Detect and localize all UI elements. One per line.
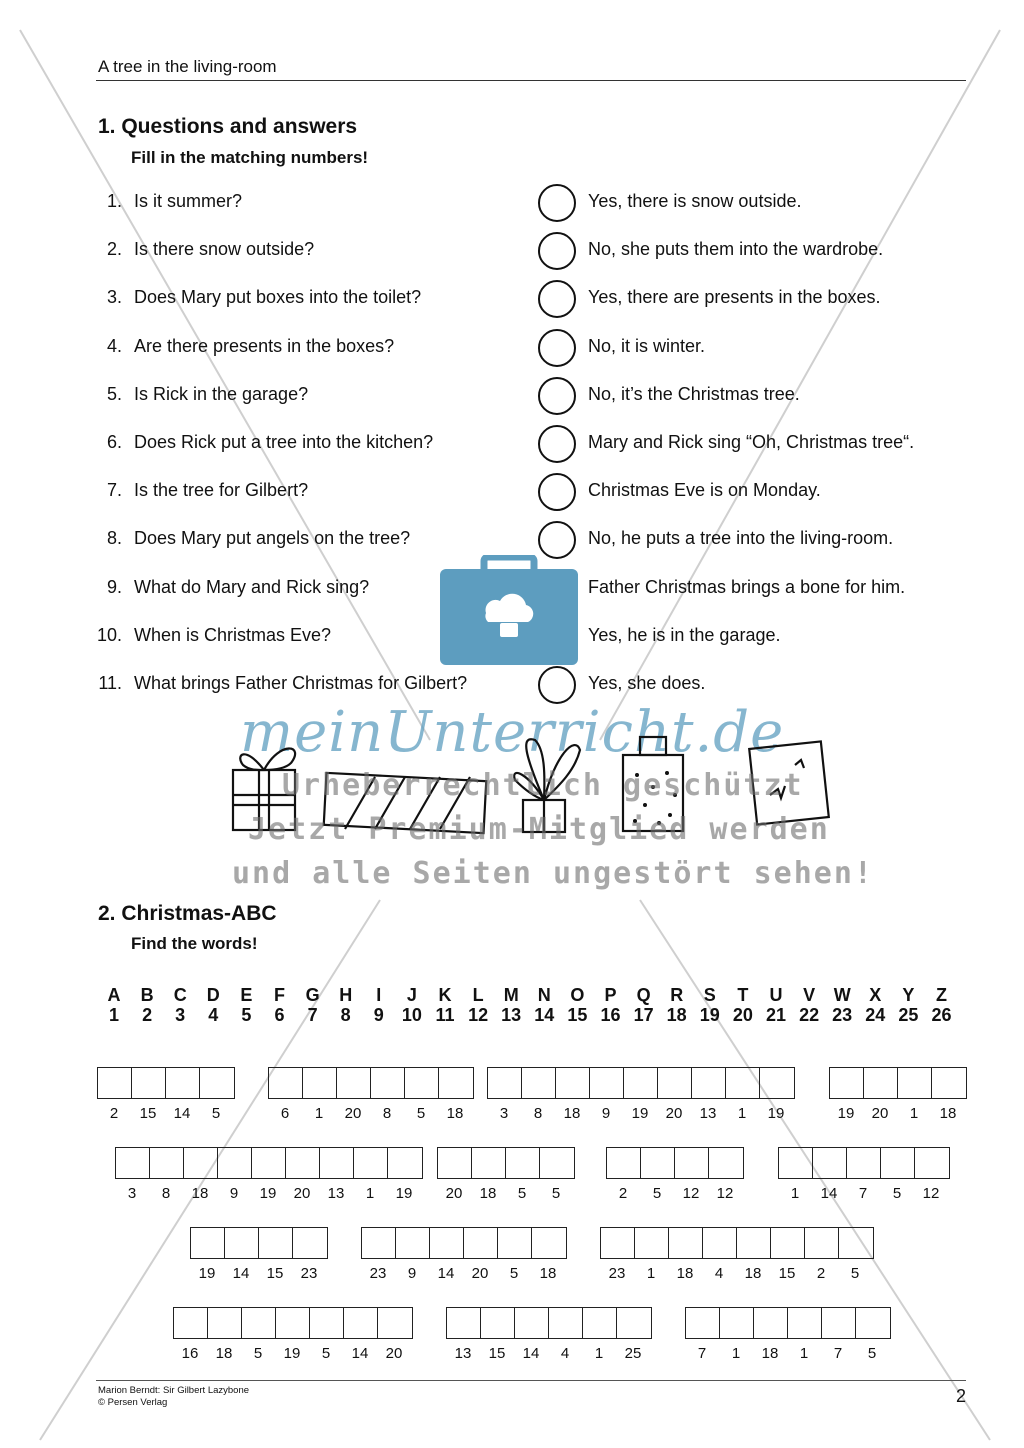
question-number: 10. (96, 624, 122, 645)
letter-box[interactable] (709, 1148, 743, 1178)
code-number: 1 (737, 1105, 747, 1122)
code-number: 5 (509, 1265, 519, 1282)
code-number: 15 (266, 1265, 284, 1282)
code-number: 2 (816, 1265, 826, 1282)
alphabet-letter: W (833, 985, 851, 1005)
code-number: 8 (161, 1185, 171, 1202)
word-letter-boxes[interactable] (268, 1067, 474, 1099)
question-number: 7. (106, 480, 122, 501)
footer-rule (96, 1380, 966, 1381)
letter-box[interactable] (540, 1148, 574, 1178)
alphabet-letter: L (472, 985, 484, 1005)
letter-box[interactable] (881, 1148, 915, 1178)
alphabet-letter: X (869, 985, 882, 1005)
alphabet-number: 26 (931, 1005, 952, 1025)
code-number: 13 (699, 1105, 717, 1122)
watermark-line-2: Jetzt Premium-Mitglied werden (248, 812, 830, 847)
word-letter-boxes[interactable] (685, 1307, 891, 1339)
alphabet-letter: G (305, 985, 320, 1005)
code-number: 23 (300, 1265, 318, 1282)
letter-box[interactable] (675, 1148, 709, 1178)
alphabet-letter: A (107, 985, 121, 1005)
code-number: 7 (833, 1345, 843, 1362)
letter-box[interactable] (242, 1308, 276, 1338)
question-text: Does Mary put boxes into the toilet? (134, 287, 422, 308)
word-letter-boxes[interactable] (829, 1067, 967, 1099)
alphabet-number: 15 (567, 1005, 588, 1025)
section1-subtitle: Fill in the matching numbers! (131, 148, 369, 167)
letter-box[interactable] (405, 1068, 439, 1098)
letter-box[interactable] (669, 1228, 703, 1258)
letter-box[interactable] (607, 1148, 641, 1178)
code-number: 5 (416, 1105, 426, 1122)
alphabet-letter: R (670, 985, 684, 1005)
code-number: 23 (608, 1265, 626, 1282)
letter-box[interactable] (754, 1308, 788, 1338)
code-number: 18 (744, 1265, 762, 1282)
letter-box[interactable] (856, 1308, 890, 1338)
alphabet-number: 17 (633, 1005, 654, 1025)
section1-title: 1. Questions and answers (98, 115, 358, 138)
watermark-logo-text: meinUnterricht.de (240, 700, 785, 765)
page-number: 2 (955, 1386, 966, 1406)
alphabet-letter: H (339, 985, 353, 1005)
code-number: 14 (173, 1105, 191, 1122)
answer-text: Yes, there are presents in the boxes. (588, 287, 881, 308)
question-text: Is it summer? (134, 191, 243, 211)
letter-box[interactable] (464, 1228, 498, 1258)
answer-number-circle[interactable] (538, 425, 576, 463)
letter-box[interactable] (252, 1148, 286, 1178)
watermark-line-1: Urheberrechtlich geschützt (282, 768, 804, 803)
alphabet-letter: F (274, 985, 285, 1005)
letter-box[interactable] (549, 1308, 583, 1338)
letter-box[interactable] (624, 1068, 658, 1098)
letter-box[interactable] (726, 1068, 760, 1098)
word-code-numbers (606, 1185, 742, 1202)
alphabet-number: 19 (699, 1005, 720, 1025)
code-number: 9 (407, 1265, 417, 1282)
letter-box[interactable] (692, 1068, 726, 1098)
answer-number-circle[interactable] (538, 329, 576, 367)
word-code-numbers (115, 1185, 421, 1202)
answer-text: No, he puts a tree into the living-room. (588, 528, 894, 549)
alphabet-number: 23 (832, 1005, 853, 1025)
letter-box[interactable] (354, 1148, 388, 1178)
code-number: 20 (471, 1265, 489, 1282)
alphabet-number: 12 (468, 1005, 489, 1025)
letter-box[interactable] (472, 1148, 506, 1178)
alphabet-number: 24 (865, 1005, 886, 1025)
question-number: 3. (106, 287, 122, 308)
code-number: 23 (369, 1265, 387, 1282)
code-number: 4 (714, 1265, 724, 1282)
code-number: 5 (892, 1185, 902, 1202)
code-number: 20 (293, 1185, 311, 1202)
letter-box[interactable] (915, 1148, 949, 1178)
word-letter-boxes[interactable] (778, 1147, 950, 1179)
code-number: 3 (127, 1185, 137, 1202)
code-number: 7 (697, 1345, 707, 1362)
word-code-numbers (97, 1105, 233, 1122)
letter-box[interactable] (898, 1068, 932, 1098)
code-number: 14 (351, 1345, 369, 1362)
question-number: 2. (106, 239, 122, 260)
alphabet-letter: J (406, 985, 417, 1005)
code-number: 19 (837, 1105, 855, 1122)
letter-box[interactable] (864, 1068, 898, 1098)
letter-box[interactable] (286, 1148, 320, 1178)
code-number: 18 (479, 1185, 497, 1202)
alphabet-letter: I (376, 985, 382, 1005)
alphabet-number: 9 (373, 1005, 384, 1025)
question-number: 9. (106, 576, 122, 597)
code-number: 19 (259, 1185, 277, 1202)
code-number: 20 (344, 1105, 362, 1122)
letter-box[interactable] (208, 1308, 242, 1338)
letter-box[interactable] (303, 1068, 337, 1098)
letter-box[interactable] (686, 1308, 720, 1338)
letter-box[interactable] (788, 1308, 822, 1338)
letter-box[interactable] (658, 1068, 692, 1098)
code-number: 12 (922, 1185, 940, 1202)
alphabet-number: 7 (307, 1005, 318, 1025)
question-text: Are there presents in the boxes? (134, 335, 395, 356)
code-number: 12 (716, 1185, 734, 1202)
alphabet-letter: T (737, 985, 749, 1005)
alphabet-number: 2 (142, 1005, 153, 1025)
code-number: 4 (560, 1345, 570, 1362)
code-number: 1 (594, 1345, 604, 1362)
code-number: 18 (563, 1105, 581, 1122)
question-text: What brings Father Christmas for Gilbert? (134, 673, 468, 693)
letter-box[interactable] (184, 1148, 218, 1178)
header-rule (96, 80, 966, 81)
code-number: 1 (909, 1105, 919, 1122)
letter-box[interactable] (200, 1068, 234, 1098)
letter-box[interactable] (362, 1228, 396, 1258)
code-number: 20 (385, 1345, 403, 1362)
alphabet-letter: D (206, 985, 220, 1005)
word-letter-boxes[interactable] (97, 1067, 235, 1099)
word-code-numbers (361, 1265, 565, 1282)
code-number: 13 (327, 1185, 345, 1202)
code-number: 5 (517, 1185, 527, 1202)
answer-text: No, she puts them into the wardrobe. (588, 239, 884, 260)
alphabet-letter: E (240, 985, 253, 1005)
letter-box[interactable] (438, 1148, 472, 1178)
alphabet-letter: Z (936, 985, 947, 1005)
code-number: 14 (522, 1345, 540, 1362)
letter-box[interactable] (344, 1308, 378, 1338)
letter-box[interactable] (822, 1308, 856, 1338)
letter-box[interactable] (506, 1148, 540, 1178)
answer-number-circle[interactable] (538, 666, 576, 704)
letter-box[interactable] (760, 1068, 794, 1098)
alphabet-letter: Y (902, 985, 915, 1005)
letter-box[interactable] (378, 1308, 412, 1338)
question-text: Is there snow outside? (134, 239, 315, 260)
question-text: What do Mary and Rick sing? (134, 576, 370, 597)
answer-text: Yes, he is in the garage. (588, 624, 781, 645)
question-number: 1. (106, 191, 122, 211)
question-text: When is Christmas Eve? (134, 624, 332, 645)
letter-box[interactable] (276, 1308, 310, 1338)
question-number: 11. (98, 673, 122, 693)
letter-box[interactable] (371, 1068, 405, 1098)
letter-box[interactable] (293, 1228, 327, 1258)
alphabet-letter: Q (636, 985, 651, 1005)
code-number: 14 (820, 1185, 838, 1202)
answer-text: No, it is winter. (588, 335, 706, 356)
letter-box[interactable] (98, 1068, 132, 1098)
alphabet-number: 6 (274, 1005, 285, 1025)
letter-box[interactable] (337, 1068, 371, 1098)
word-letter-boxes[interactable] (437, 1147, 575, 1179)
letter-box[interactable] (174, 1308, 208, 1338)
alphabet-letter: M (503, 985, 519, 1005)
code-number: 20 (871, 1105, 889, 1122)
code-number: 5 (211, 1105, 221, 1122)
word-code-numbers (829, 1105, 965, 1122)
word-code-numbers (268, 1105, 472, 1122)
code-number: 25 (624, 1345, 642, 1362)
code-number: 12 (682, 1185, 700, 1202)
word-letter-boxes[interactable] (487, 1067, 795, 1099)
code-number: 20 (445, 1185, 463, 1202)
answer-text: Yes, there is snow outside. (588, 191, 802, 211)
alphabet-letter: S (703, 985, 716, 1005)
code-number: 19 (767, 1105, 785, 1122)
code-number: 9 (229, 1185, 239, 1202)
code-number: 3 (499, 1105, 509, 1122)
answer-text: Father Christmas brings a bone for him. (588, 576, 906, 597)
letter-box[interactable] (310, 1308, 344, 1338)
letter-box[interactable] (269, 1068, 303, 1098)
code-number: 20 (665, 1105, 683, 1122)
alphabet-letter: C (173, 985, 187, 1005)
code-number: 1 (790, 1185, 800, 1202)
word-code-numbers (600, 1265, 872, 1282)
alphabet-number: 20 (732, 1005, 753, 1025)
alphabet-number: 16 (600, 1005, 621, 1025)
alphabet-number: 1 (108, 1005, 119, 1025)
code-number: 5 (652, 1185, 662, 1202)
word-code-numbers (685, 1345, 889, 1362)
section2-title: 2. Christmas-ABC (98, 902, 277, 925)
question-text: Does Rick put a tree into the kitchen? (134, 432, 434, 452)
alphabet-number: 3 (175, 1005, 186, 1025)
letter-box[interactable] (737, 1228, 771, 1258)
code-number: 8 (533, 1105, 543, 1122)
alphabet-number: 8 (340, 1005, 351, 1025)
letter-box[interactable] (225, 1228, 259, 1258)
letter-box[interactable] (396, 1228, 430, 1258)
alphabet-number: 11 (435, 1005, 455, 1025)
letter-box[interactable] (166, 1068, 200, 1098)
code-number: 15 (488, 1345, 506, 1362)
code-number: 5 (253, 1345, 263, 1362)
letter-box[interactable] (439, 1068, 473, 1098)
answer-number-circle[interactable] (538, 184, 576, 222)
alphabet-letter: P (604, 985, 617, 1005)
alphabet-number: 13 (501, 1005, 522, 1025)
code-number: 18 (539, 1265, 557, 1282)
briefcase-watermark-icon (438, 555, 580, 667)
letter-box[interactable] (150, 1148, 184, 1178)
answer-number-circle[interactable] (538, 377, 576, 415)
answer-text: Yes, she does. (588, 673, 706, 693)
section2-subtitle: Find the words! (131, 934, 258, 953)
code-number: 9 (601, 1105, 611, 1122)
code-number: 19 (198, 1265, 216, 1282)
code-number: 5 (850, 1265, 860, 1282)
word-letter-boxes[interactable] (190, 1227, 328, 1259)
alphabet-number: 14 (534, 1005, 555, 1025)
code-number: 1 (365, 1185, 375, 1202)
alphabet-number: 4 (208, 1005, 219, 1025)
header-title: A tree in the living-room (98, 57, 277, 76)
code-number: 19 (631, 1105, 649, 1122)
letter-box[interactable] (522, 1068, 556, 1098)
code-number: 8 (382, 1105, 392, 1122)
word-letter-boxes[interactable] (361, 1227, 567, 1259)
code-number: 18 (676, 1265, 694, 1282)
code-number: 14 (232, 1265, 250, 1282)
letter-box[interactable] (813, 1148, 847, 1178)
letter-box[interactable] (830, 1068, 864, 1098)
alphabet-letter: K (438, 985, 452, 1005)
word-code-numbers (487, 1105, 793, 1122)
letter-box[interactable] (771, 1228, 805, 1258)
code-number: 14 (437, 1265, 455, 1282)
alphabet-letter: O (570, 985, 585, 1005)
code-number: 15 (778, 1265, 796, 1282)
letter-box[interactable] (703, 1228, 737, 1258)
watermark-line-3: und alle Seiten ungestört sehen! (232, 856, 874, 891)
letter-box[interactable] (590, 1068, 624, 1098)
footer-author: Marion Berndt: Sir Gilbert Lazybone (98, 1385, 250, 1396)
letter-box[interactable] (430, 1228, 464, 1258)
letter-box[interactable] (532, 1228, 566, 1258)
word-letter-boxes[interactable] (606, 1147, 744, 1179)
code-number: 1 (646, 1265, 656, 1282)
letter-box[interactable] (388, 1148, 422, 1178)
answer-number-circle[interactable] (538, 473, 576, 511)
alphabet-number: 18 (666, 1005, 687, 1025)
alphabet-number: 5 (241, 1005, 252, 1025)
question-number: 5. (106, 383, 122, 404)
word-code-numbers (190, 1265, 326, 1282)
answer-text: No, it’s the Christmas tree. (588, 383, 800, 404)
letter-box[interactable] (932, 1068, 966, 1098)
alphabet-number: 10 (401, 1005, 422, 1025)
code-number: 1 (799, 1345, 809, 1362)
word-code-numbers (778, 1185, 948, 1202)
letter-box[interactable] (515, 1308, 549, 1338)
question-number: 6. (106, 432, 122, 452)
alphabet-letter: N (537, 985, 551, 1005)
code-number: 18 (939, 1105, 957, 1122)
code-number: 18 (761, 1345, 779, 1362)
code-number: 16 (181, 1345, 199, 1362)
code-number: 15 (139, 1105, 157, 1122)
letter-box[interactable] (847, 1148, 881, 1178)
letter-box[interactable] (779, 1148, 813, 1178)
letter-box[interactable] (481, 1308, 515, 1338)
letter-box[interactable] (635, 1228, 669, 1258)
question-number: 8. (106, 528, 122, 549)
question-text: Is Rick in the garage? (134, 383, 309, 404)
alphabet-letter: V (803, 985, 816, 1005)
letter-box[interactable] (583, 1308, 617, 1338)
alphabet-number: 25 (898, 1005, 919, 1025)
alphabet-number: 21 (765, 1005, 787, 1025)
code-number: 2 (618, 1185, 628, 1202)
code-number: 5 (867, 1345, 877, 1362)
code-number: 18 (446, 1105, 464, 1122)
alphabet-number: 22 (799, 1005, 820, 1025)
question-number: 4. (106, 335, 122, 356)
code-number: 5 (321, 1345, 331, 1362)
answer-text: Christmas Eve is on Monday. (588, 480, 821, 501)
alphabet-letter: B (140, 985, 154, 1005)
word-code-numbers (437, 1185, 573, 1202)
letter-box[interactable] (132, 1068, 166, 1098)
alphabet-letter: U (769, 985, 783, 1005)
code-number: 6 (280, 1105, 290, 1122)
code-number: 19 (283, 1345, 301, 1362)
word-letter-boxes[interactable] (173, 1307, 413, 1339)
letter-box[interactable] (641, 1148, 675, 1178)
code-number: 1 (314, 1105, 324, 1122)
word-letter-boxes[interactable] (446, 1307, 652, 1339)
letter-box[interactable] (720, 1308, 754, 1338)
code-number: 1 (731, 1345, 741, 1362)
letter-box[interactable] (191, 1228, 225, 1258)
letter-box[interactable] (116, 1148, 150, 1178)
code-number: 19 (395, 1185, 413, 1202)
word-letter-boxes[interactable] (600, 1227, 874, 1259)
footer-publisher: © Persen Verlag (98, 1397, 168, 1408)
letter-box[interactable] (259, 1228, 293, 1258)
letter-box[interactable] (488, 1068, 522, 1098)
word-letter-boxes[interactable] (115, 1147, 423, 1179)
answer-number-circle[interactable] (538, 232, 576, 270)
letter-box[interactable] (601, 1228, 635, 1258)
letter-box[interactable] (617, 1308, 651, 1338)
code-number: 2 (109, 1105, 119, 1122)
code-number: 18 (191, 1185, 209, 1202)
answer-text: Mary and Rick sing “Oh, Christmas tree“. (588, 432, 915, 452)
question-text: Is the tree for Gilbert? (134, 480, 309, 501)
word-code-numbers (446, 1345, 650, 1362)
code-number: 13 (454, 1345, 472, 1362)
letter-box[interactable] (839, 1228, 873, 1258)
letter-box[interactable] (498, 1228, 532, 1258)
code-number: 18 (215, 1345, 233, 1362)
letter-box[interactable] (805, 1228, 839, 1258)
letter-box[interactable] (447, 1308, 481, 1338)
letter-box[interactable] (320, 1148, 354, 1178)
word-code-numbers (173, 1345, 411, 1362)
letter-box[interactable] (556, 1068, 590, 1098)
code-number: 7 (858, 1185, 868, 1202)
letter-box[interactable] (218, 1148, 252, 1178)
question-text: Does Mary put angels on the tree? (134, 528, 411, 549)
code-number: 5 (551, 1185, 561, 1202)
